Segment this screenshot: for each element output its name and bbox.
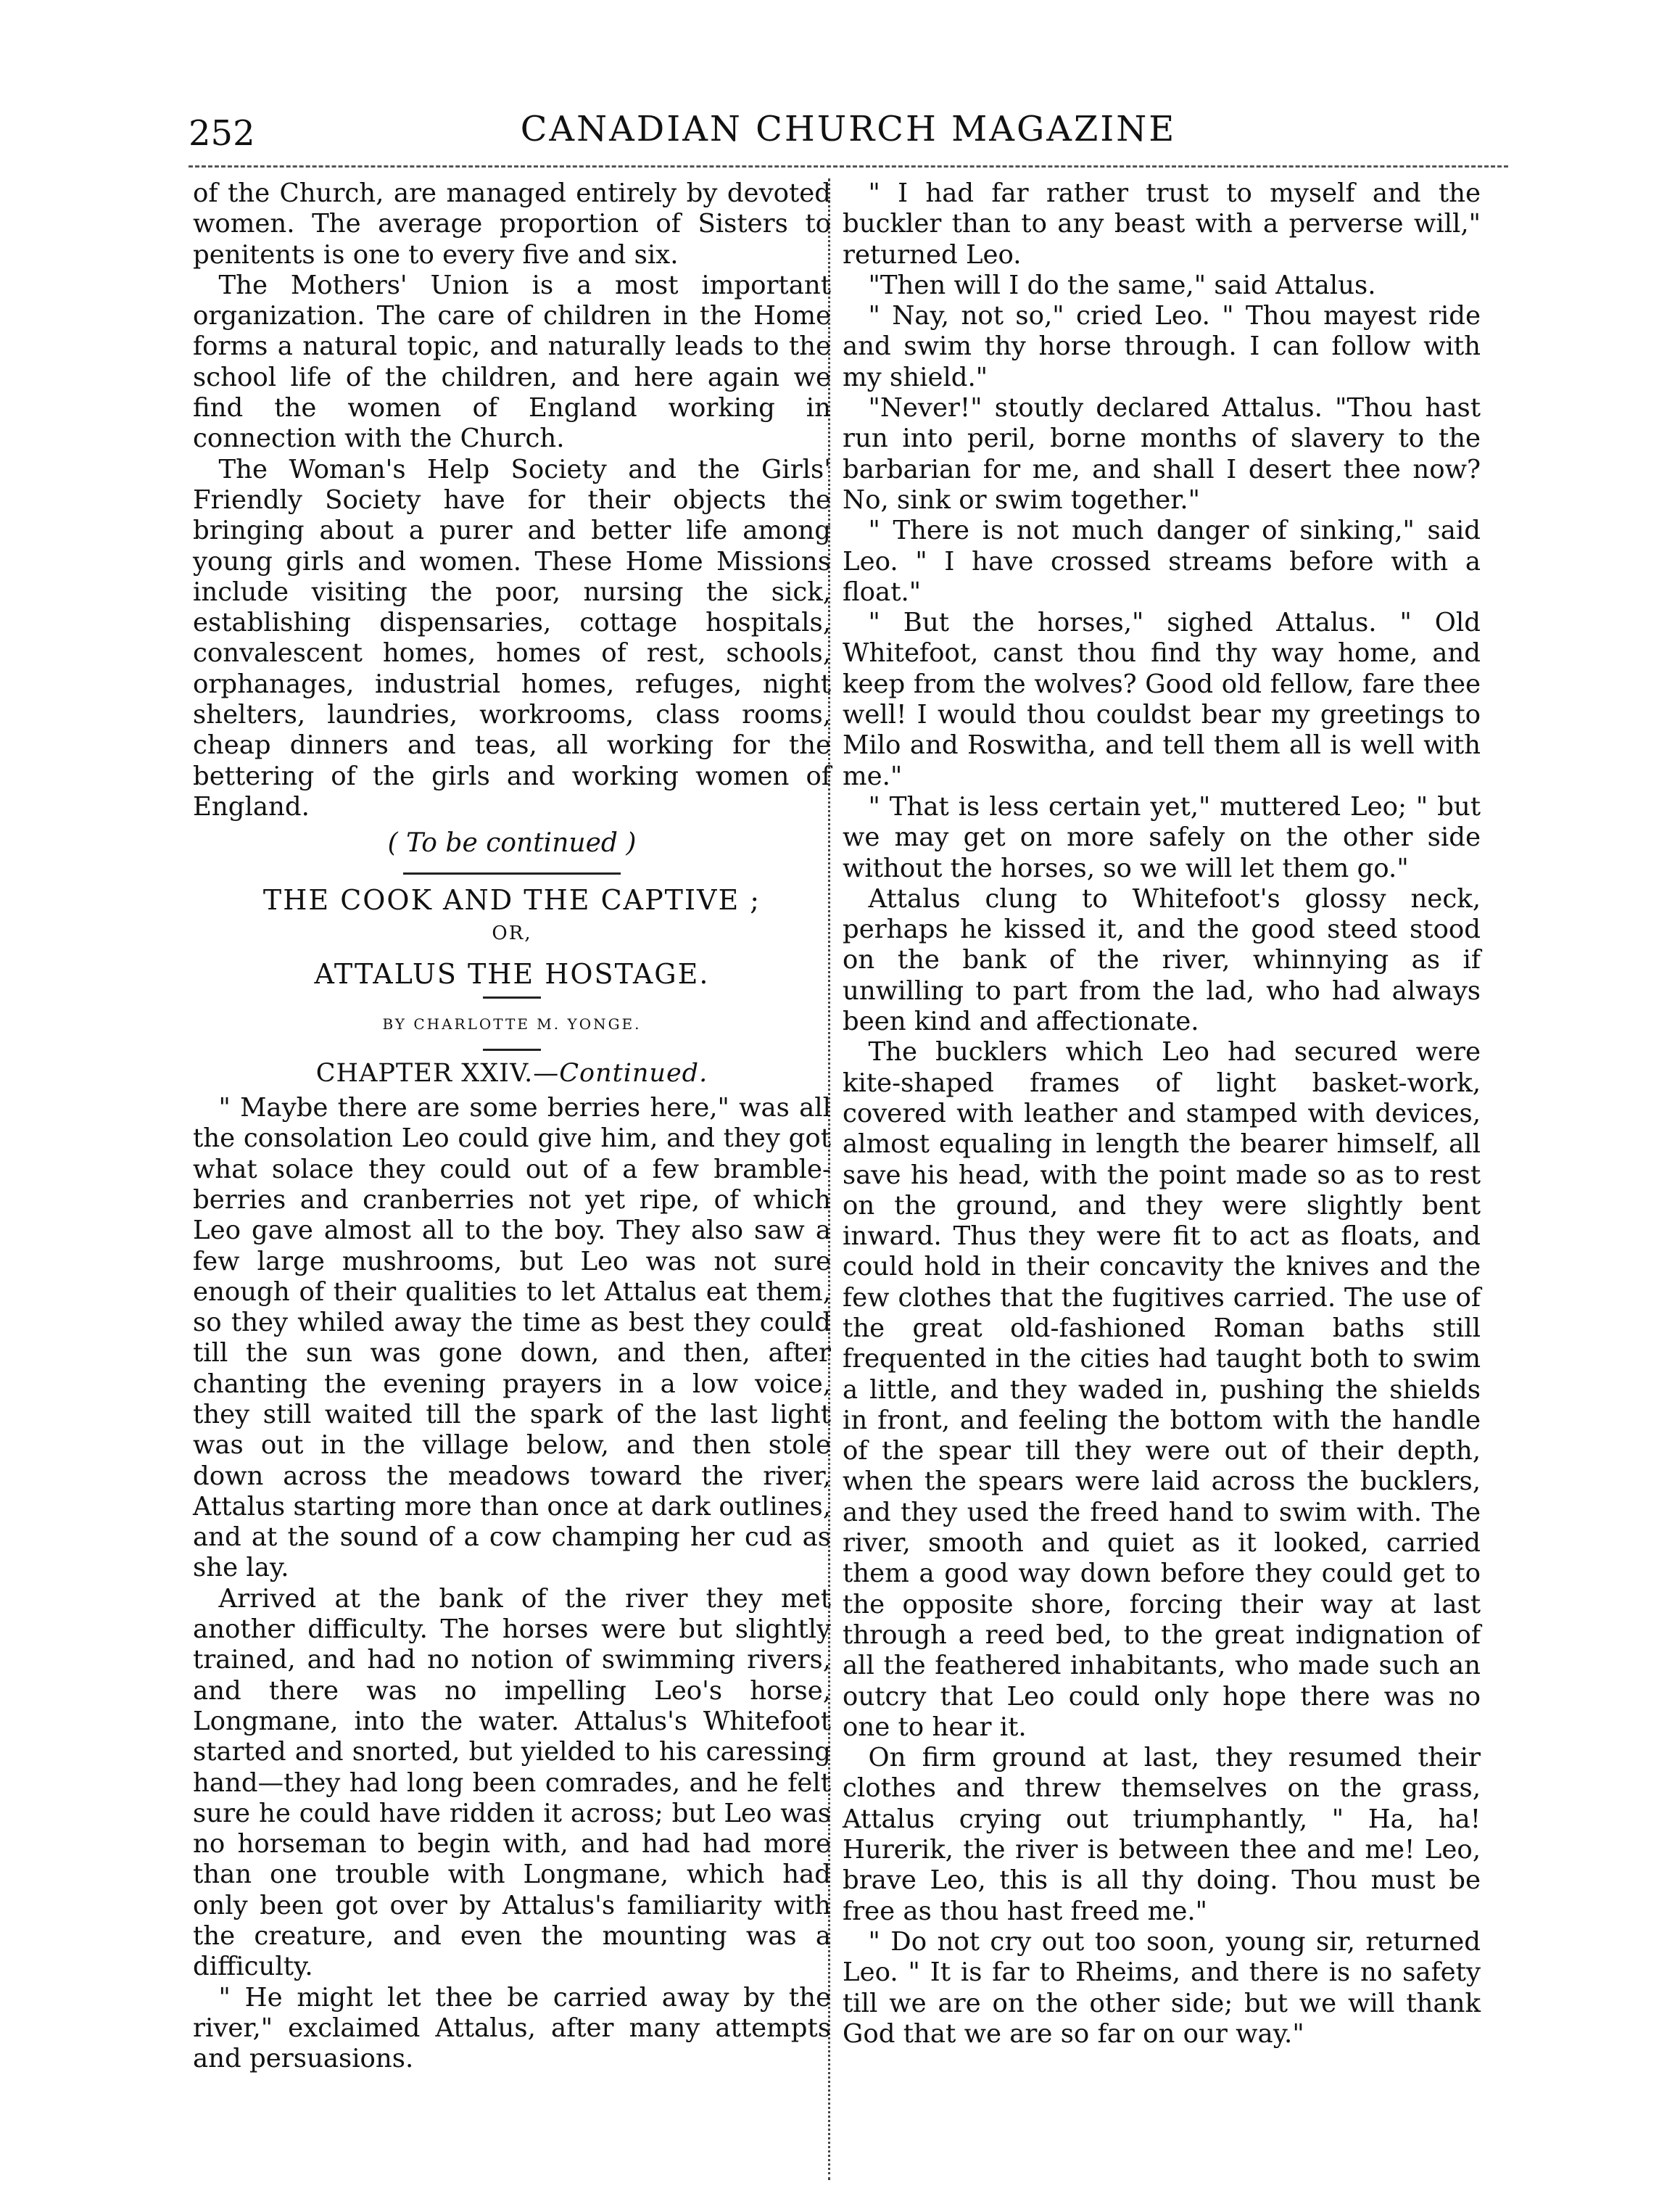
byline-rule xyxy=(483,1049,541,1051)
paragraph: "Never!" stoutly declared Attalus. "Thou hast run into peril, borne months of slavery to the barbarian for me, and shall I desert thee now? No, sink or swim together." xyxy=(843,393,1481,515)
chapter-heading xyxy=(193,1058,831,1089)
paragraph: " But the horses," sighed Attalus. " Old Whitefoot, canst thou find thy way home, and keep from the wolves? Good old fellow, fare thee well! I would thou couldst bear my greetings to Milo and Roswitha, and tell them all is well with me." xyxy=(843,608,1481,791)
header-rule xyxy=(189,165,1508,168)
paragraph: " I had far rather trust to myself and the buckler than to any beast with a perverse will," returned Leo. xyxy=(843,178,1481,270)
right-column xyxy=(843,178,1481,2050)
paragraph: " He might let thee be carried away by the river," exclaimed Attalus, after many attempts and persuasions. xyxy=(193,1982,831,2074)
paragraph: Attalus clung to Whitefoot's glossy neck, perhaps he kissed it, and the good steed stood on the bank of the river, whinnying as if unwilling to part from the lad, who had always been kind and affectionate. xyxy=(843,883,1481,1037)
paragraph: " Nay, not so," cried Leo. " Thou mayest ride and swim thy horse through. I can follow with my shield." xyxy=(843,301,1481,392)
to-be-continued: ( To be continued ) xyxy=(387,828,637,859)
byline: BY CHARLOTTE M. YONGE. xyxy=(382,1015,642,1033)
paragraph: of the Church, are managed entirely by devoted women. The average proportion of Sisters to penitents is one to every five and six. xyxy=(193,178,831,270)
paragraph: The Woman's Help Society and the Girls' Friendly Society have for their objects the bringing about a purer and better life among young girls and women. These Home Missions include visiting the poor, nursing the sick, establishing dispensaries, cottage hospitals, convalescent homes, homes of rest, schools, orphanages, industrial homes, refuges, night shelters, laundries, workrooms, class rooms, cheap dinners and teas, all working for the bettering of the girls and working women of England. xyxy=(193,454,831,822)
paragraph: " There is not much danger of sinking," said Leo. " I have crossed streams before with a float." xyxy=(843,516,1481,607)
running-head-title: CANADIAN CHURCH MAGAZINE xyxy=(520,109,1177,149)
chapter-continued: Continued. xyxy=(559,1058,708,1088)
story-subtitle: ATTALUS THE HOSTAGE. xyxy=(314,958,710,991)
chapter-label: CHAPTER XXIV.— xyxy=(315,1058,560,1088)
paragraph: "Then will I do the same," said Attalus. xyxy=(868,270,1376,300)
section-rule xyxy=(403,872,621,875)
paragraph: Arrived at the bank of the river they met another difficulty. The horses were but slightly trained, and had no notion of swimming rivers, and there was no impelling Leo's horse, Longmane, into the water. Attalus's Whitefoot started and snorted, but yielded to his caressing hand—they had long been comrades, and he felt sure he could have ridden it across; but Leo was no horseman to begin with, and had had more than one trouble with Longmane, which had only been got over by Attalus's familiarity with the creature, and even the mounting was a difficulty. xyxy=(193,1583,831,1982)
paragraph: " Maybe there are some berries here," was all the consolation Leo could give him, and they got what solace they could out of a few bramble-berries and cranberries not yet ripe, of which Leo gave almost all to the boy. They also saw a few large mushrooms, but Leo was not sure enough of their qualities to let Attalus eat them, so they whiled away the time as best they could till the sun was gone down, and then, after chanting the evening prayers in a low voice, they still waited till the spark of the last light was out in the village below, and then stole down across the meadows toward the river, Attalus starting more than once at dark outlines, and at the sound of a cow champing her cud as she lay. xyxy=(193,1093,831,1583)
page-number: 252 xyxy=(189,113,255,154)
story-title-or: OR, xyxy=(492,922,532,944)
paragraph: On firm ground at last, they resumed their clothes and threw themselves on the grass, Attalus crying out triumphantly, " Ha, ha! Hurerik, the river is between thee and me! Leo, brave Leo, this is all thy doing. Thou must be free as thou hast freed me." xyxy=(843,1743,1481,1926)
page-header xyxy=(189,109,1508,160)
paragraph: " Do not cry out too soon, young sir, returned Leo. " It is far to Rheims, and there is no safety till we are on the other side; but we will thank God that we are so far on our way." xyxy=(843,1926,1481,2049)
title-rule xyxy=(483,996,541,999)
story-title: THE COOK AND THE CAPTIVE ; xyxy=(262,883,761,916)
paragraph: The Mothers' Union is a most important organization. The care of children in the Home forms a natural topic, and naturally leads to the school life of the children, and here again we find the women of England working in connection with the Church. xyxy=(193,270,831,454)
paragraph: The bucklers which Leo had secured were kite-shaped frames of light basket-work, covered with leather and stamped with devices, almost equaling in length the bearer himself, all save his head, with the point made so as to rest on the ground, and they were slightly bent inward. Thus they were fit to act as floats, and could hold in their concavity the knives and the few clothes that the fugitives carried. The use of the great old-fashioned Roman baths still frequented in the cities had taught both to swim a little, and they waded in, pushing the shields in front, and feeling the bottom with the handle of the spear till they were out of their depth, when the spears were laid across the bucklers, and they used the freed hand to swim with. The river, smooth and quiet as it looked, carried them a good way down before they could get to the opposite shore, forcing their way at last through a reed bed, to the great indignation of all the feathered inhabitants, who made such an outcry that Leo could only hope there was no one to hear it. xyxy=(843,1037,1481,1742)
paragraph: " That is less certain yet," muttered Leo; " but we may get on more safely on the other side without the horses, so we will let them go." xyxy=(843,791,1481,883)
left-column xyxy=(193,178,831,2075)
